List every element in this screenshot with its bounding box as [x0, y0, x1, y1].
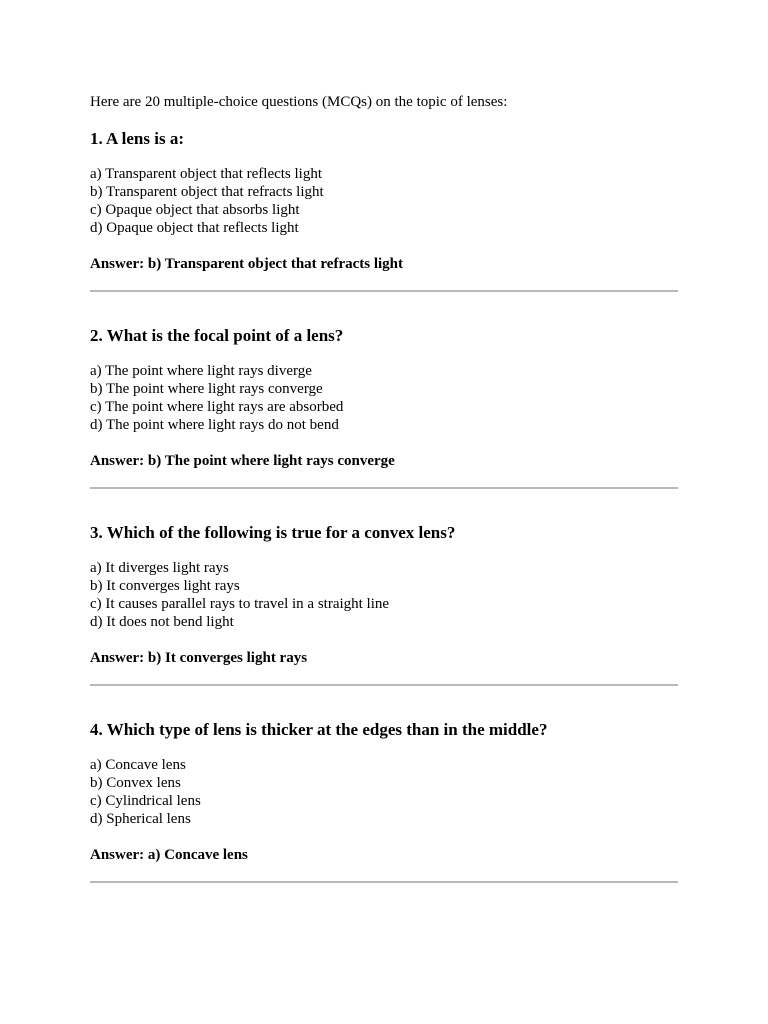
section-divider	[90, 881, 678, 883]
section-divider	[90, 684, 678, 686]
question-block	[90, 719, 678, 883]
option-item: a) The point where light rays diverge	[90, 363, 312, 379]
option-item: d) Opaque object that reflects light	[90, 220, 299, 236]
option-item: a) Concave lens	[90, 757, 186, 773]
question-title: 3. Which of the following is true for a convex lens?	[90, 523, 456, 542]
option-item: b) It converges light rays	[90, 578, 240, 594]
answer-text: Answer: b) It converges light rays	[90, 650, 308, 666]
section-divider	[90, 290, 678, 292]
question-title: 4. Which type of lens is thicker at the edges than in the middle?	[90, 720, 548, 739]
section-divider	[90, 487, 678, 489]
answer-text: Answer: b) The point where light rays converge	[90, 453, 395, 469]
option-item: b) Transparent object that refracts light	[90, 184, 324, 200]
option-item: a) Transparent object that reflects light	[90, 166, 323, 182]
option-item: c) Cylindrical lens	[90, 793, 201, 809]
question-block	[90, 128, 678, 292]
option-item: d) The point where light rays do not bend	[90, 417, 339, 433]
answer-text: Answer: b) Transparent object that refracts light	[90, 256, 404, 272]
option-item: d) Spherical lens	[90, 811, 191, 827]
option-list	[90, 756, 678, 828]
intro-text: Here are 20 multiple-choice questions (MCQs) on the topic of lenses:	[90, 94, 508, 110]
option-item: a) It diverges light rays	[90, 560, 229, 576]
answer-text: Answer: a) Concave lens	[90, 847, 248, 863]
option-list	[90, 559, 678, 631]
option-item: c) It causes parallel rays to travel in a straight line	[90, 596, 390, 612]
question-title: 1. A lens is a:	[90, 129, 184, 148]
option-item: b) The point where light rays converge	[90, 381, 323, 397]
option-item: b) Convex lens	[90, 775, 181, 791]
question-title: 2. What is the focal point of a lens?	[90, 326, 344, 345]
question-block	[90, 522, 678, 686]
question-block	[90, 325, 678, 489]
option-item: d) It does not bend light	[90, 614, 234, 630]
option-item: c) The point where light rays are absorbed	[90, 399, 344, 415]
document-content	[90, 93, 678, 916]
option-item: c) Opaque object that absorbs light	[90, 202, 300, 218]
option-list	[90, 362, 678, 434]
option-list	[90, 165, 678, 237]
